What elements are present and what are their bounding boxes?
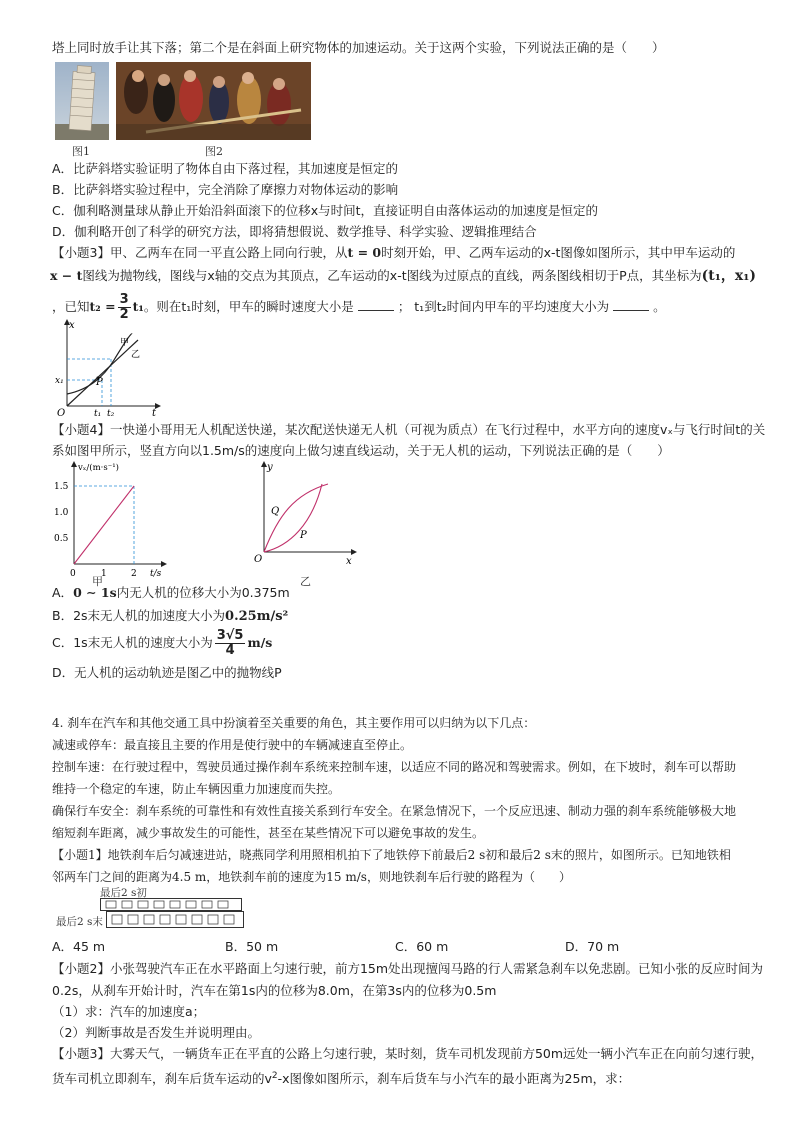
text-run: ，已知 [52,299,90,314]
question-text-line: 0.2s，从刹车开始计时，汽车在第1s内的位移为8.0m，在第3s内的位移为0.5m [52,983,497,998]
origin-label: O [57,408,66,418]
question-text-line: 确保行车安全：刹车系统的可靠性和有效性直接关系到行车安全。在紧急情况下，一个反应迅速、制动力强的刹车系统能够极大地 [52,804,737,818]
tick-label: 1.5 [54,482,69,492]
curve-label: Q [271,506,280,517]
trajectory-graph [250,458,360,573]
answer-blank[interactable] [358,298,394,311]
option-c: C．伽利略测量球从静止开始沿斜面滚下的位移x与时间t，直接证明自由落体运动的加速度是恒定的 [52,203,599,218]
question-text-line: 【小题1】地铁刹车后匀减速进站，晓燕同学利用照相机拍下了地铁停下前最后2 s初和最后2 s末的照片，如图所示。已知地铁相 [52,848,731,862]
figure-label: 最后2 s末 [56,916,103,928]
math-run: (t₁，x₁) [701,268,756,284]
question-text-line: （2）判断事故是否发生并说明理由。 [52,1025,260,1040]
axis-label: x [69,320,75,331]
origin-label: O [254,554,263,565]
text-run: 内无人机的位移大小为0.375m [116,585,290,600]
text-run: 货车司机立即刹车，刹车后货车运动的v [52,1071,272,1087]
option-b [52,606,288,627]
point-label: P [96,377,103,388]
question-text-line: 控制车速：在行驶过程中，驾驶员通过操作刹车系统来控制车速，以适应不同的路况和驾驶需求。例如，在下坡时，刹车可以帮助 [52,760,737,774]
option-c: C．60 m [395,939,449,954]
curve-label: P [300,530,307,541]
galileo-painting-image [116,62,311,140]
curve-label: 甲 [120,338,130,348]
tick-label: x₁ [55,376,64,386]
option-d: D．70 m [565,939,620,954]
question-text-line: 邻两车门之间的距离为4.5 m，地铁刹车前的速度为15 m/s，则地铁刹车后行驶的路程为（ ） [52,870,571,884]
velocity-time-graph [52,458,167,583]
axis-label: vₓ/(m·s⁻¹) [78,463,119,473]
axis-label: y [267,462,273,473]
figure-caption: 乙 [300,575,311,588]
text-run: B．2s末无人机的加速度大小为 [52,608,226,623]
text-run: ； t₁到t₂时间内甲车的平均速度大小为 [397,299,610,314]
train-bottom-image [106,911,244,929]
figure-label: 最后2 s初 [100,887,147,899]
pisa-tower-image [55,62,109,140]
numerator: 3√5 [216,628,244,643]
option-d: D．无人机的运动轨迹是图乙中的抛物线P [52,665,282,680]
text-run: 【小题3】甲、乙两车在同一平直公路上同向行驶，从 [52,245,348,260]
option-b: B．比萨斜塔实验过程中，完全消除了摩擦力对物体运动的影响 [52,182,399,197]
text-run: A． [52,585,74,600]
train-top-image [100,898,242,912]
tick-label: 2 [131,569,137,579]
question-text-line: 【小题3】大雾天气，一辆货车正在平直的公路上匀速行驶，某时刻，货车司机发现前方50m远处一辆小汽车正在向前匀速行驶， [52,1046,764,1061]
math-run: x − t [50,268,83,283]
text-run: 。则在t₁时刻，甲车的瞬时速度大小是 [143,299,354,314]
option-c [52,628,272,658]
question-text-line: 减速或停车：最直接且主要的作用是使行驶中的车辆减速直至停止。 [52,738,413,752]
tick-label: 0 [70,569,76,579]
question-text-line: （1）求：汽车的加速度a； [52,1004,206,1019]
option-d: D．伽利略开创了科学的研究方法，即将猜想假说、数学推导、科学实验、逻辑推理结合 [52,224,537,239]
option-a: A．45 m [52,939,106,954]
tick-label: t₁ [94,409,102,418]
option-b: B．50 m [225,939,279,954]
question-text-line [52,1066,630,1089]
math-run: t₂ = [89,299,116,314]
math-run: 0 ∼ 1s [73,585,117,600]
curve-label: 乙 [131,350,141,360]
question-text-line: 【小题2】小张驾驶汽车正在水平路面上匀速行驶，前方15m处出现擅闯马路的行人需紧急刹车以免悲剧。已知小张的反应时间为 [52,961,764,976]
superscript: 2 [271,1071,278,1081]
question-text-line: 缩短刹车距离，减少事故发生的可能性，甚至在某些情况下可以避免事故的发生。 [52,826,485,840]
question-text-line: 塔上同时放手让其下落；第二个是在斜面上研究物体的加速运动。关于这两个实验，下列说法正确的是（ ） [52,40,665,55]
tick-label: 0.5 [54,534,69,544]
text-run: C．1s末无人机的速度大小为 [52,635,213,650]
answer-blank[interactable] [613,298,649,311]
text-run: 时刻开始，甲、乙两车运动的x-t图像如图所示，其中甲车运动的 [381,245,736,260]
denominator: 4 [225,643,235,658]
question-text-line [50,266,756,286]
tick-label: 1 [101,569,107,579]
math-run: t₁ [132,299,144,314]
question-text-line: 维持一个稳定的车速，防止车辆因重力加速度而失控。 [52,782,341,796]
numerator: 3 [119,292,129,307]
fraction [215,629,246,658]
question-text-line: 系如图甲所示，竖直方向以1.5m/s的速度向上做匀速直线运动，关于无人机的运动，下列说法正确的是（ ） [52,443,670,458]
math-run: m/s [247,635,273,650]
math-run: t = 0 [347,245,382,260]
math-run: 0.25m/s² [225,609,289,624]
denominator: 2 [119,307,129,322]
text-run: 。 [653,299,666,314]
question-text-line [52,243,735,263]
text-run: -x图像如图所示，刹车后货车与小汽车的最小距离为25m，求： [277,1071,631,1087]
figure-caption: 图1 [72,145,90,158]
tick-label: 1.0 [54,508,69,518]
question-text-line: 4. 刹车在汽车和其他交通工具中扮演着至关重要的角色，其主要作用可以归纳为以下几点： [52,716,536,730]
question-text-line: 【小题4】一快递小哥用无人机配送快递，某次配送快递无人机（可视为质点）在飞行过程中，水平方向的速度vₓ与飞行时间t的关 [52,422,766,437]
figure-caption: 甲 [92,575,103,588]
figure-caption: 图2 [205,145,223,158]
option-a [52,583,290,603]
text-run: 图线为抛物线，图线与x轴的交点为其顶点，乙车运动的x-t图线为过原点的直线，两条图线相切于P点，其坐标为 [82,268,702,283]
axis-label: t [152,408,157,418]
axis-label: t/s [150,569,162,579]
axis-label: x [346,556,352,567]
option-a: A．比萨斜塔实验证明了物体自由下落过程，其加速度是恒定的 [52,161,399,176]
tick-label: t₂ [107,409,115,418]
x-t-graph [52,318,162,418]
